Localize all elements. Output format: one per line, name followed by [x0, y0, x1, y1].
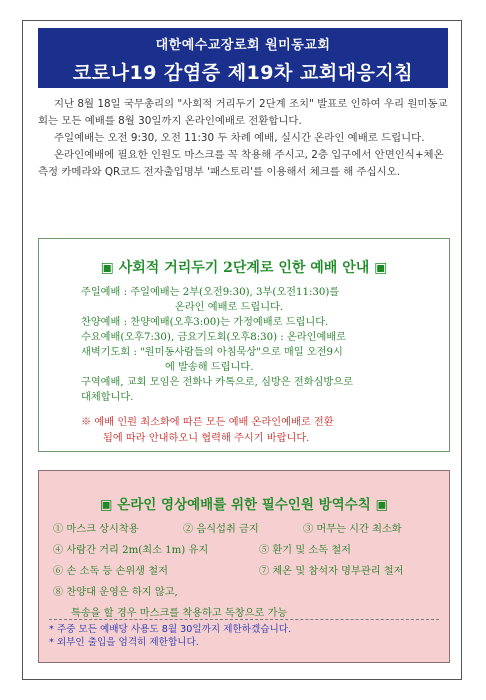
rule-row	[53, 540, 443, 561]
worship-line: 에 발송해 드립니다.	[165, 362, 254, 373]
divider	[49, 619, 439, 620]
rule-item: ② 음식섭취 금지	[183, 524, 259, 535]
worship-line: 주일예배 : 주일예배는 2부(오전9:30), 3부(오전11:30)를	[81, 287, 340, 298]
intro-paragraph-3: 온라인예배에 필요한 인원도 마스크를 꼭 착용해 주시고, 2층 입구에서 안면인식+체온측정 카메라와 QR코드 전자출입명부 '패스토리'를 이용해서 체크를 해 주십시오.	[38, 149, 444, 178]
worship-line: 구역예배, 교회 모임은 전화나 카톡으로, 심방은 전화심방으로	[81, 377, 353, 388]
worship-note-line: 됨에 따라 안내하오니 협력해 주시기 바랍니다.	[103, 433, 310, 444]
worship-line: 온라인 예배로 드립니다.	[175, 302, 284, 313]
worship-line: 대체합니다.	[81, 392, 134, 403]
header-banner	[38, 28, 448, 88]
footnote: * 주중 모든 예배당 사용도 8월 30일까지 제한하겠습니다.	[49, 624, 292, 635]
worship-note-line: ※ 예배 인원 최소화에 따른 모든 예배 온라인예배로 전환	[81, 417, 334, 428]
worship-notice-title: ▣ 사회적 거리두기 2단계로 인한 예배 안내 ▣	[100, 260, 388, 276]
worship-notice-box	[38, 238, 450, 452]
worship-line: 수요예배(오후7:30), 금요기도회(오후8:30) : 온라인예배로	[81, 332, 347, 343]
worship-note	[81, 415, 431, 447]
online-rules-title: ▣ 온라인 영상예배를 위한 필수인원 방역수칙 ▣	[99, 497, 389, 513]
rule-item: ④ 사람간 거리 2m(최소 1m) 유지	[53, 545, 209, 556]
rule-row	[53, 561, 443, 582]
worship-line: 새벽기도회 : "원미동사람들의 아침묵상"으로 매일 오전9시	[81, 347, 343, 358]
intro-paragraph-2: 주일예배는 오전 9:30, 오전 11:30 두 차례 예배, 실시간 온라인 예배로 드립니다.	[54, 132, 425, 144]
rule-item: ⑦ 체온 및 참석자 명부관리 철저	[259, 566, 404, 577]
footnote: * 외부인 출입을 엄격히 제한합니다.	[49, 637, 199, 648]
rules-list	[53, 519, 443, 624]
rule-row	[53, 603, 443, 624]
church-name: 대한예수교장로회 원미동교회	[155, 38, 331, 53]
rule-item: 특송을 할 경우 마스크를 착용하고 독창으로 가능	[71, 608, 288, 619]
intro-paragraph-1: 지난 8월 18일 국무총리의 "사회적 거리두기 2단계 조치" 발표로 인하여 우리 원미동교회는 모든 예배를 8월 30일까지 온라인예배로 전환합니다.	[38, 98, 448, 127]
rule-item: ⑥ 손 소독 등 손위생 철저	[53, 566, 168, 577]
rule-row	[53, 582, 443, 603]
rule-item: ① 마스크 상시착용	[53, 524, 139, 535]
worship-line: 찬양예배 : 찬양예배(오후3:00)는 가정예배로 드립니다.	[81, 317, 329, 328]
rule-item: ⑧ 찬양대 운영은 하지 않고,	[53, 587, 178, 598]
intro-text	[38, 96, 450, 181]
online-rules-box	[38, 470, 450, 663]
rule-item: ③ 머무는 시간 최소화	[303, 524, 402, 535]
worship-notice-body	[81, 285, 441, 405]
document-title: 코로나19 감염증 제19차 교회대응지침	[72, 62, 414, 84]
rule-row	[53, 519, 443, 540]
footnotes	[49, 623, 291, 649]
rule-item: ⑤ 환기 및 소독 철저	[259, 545, 352, 556]
